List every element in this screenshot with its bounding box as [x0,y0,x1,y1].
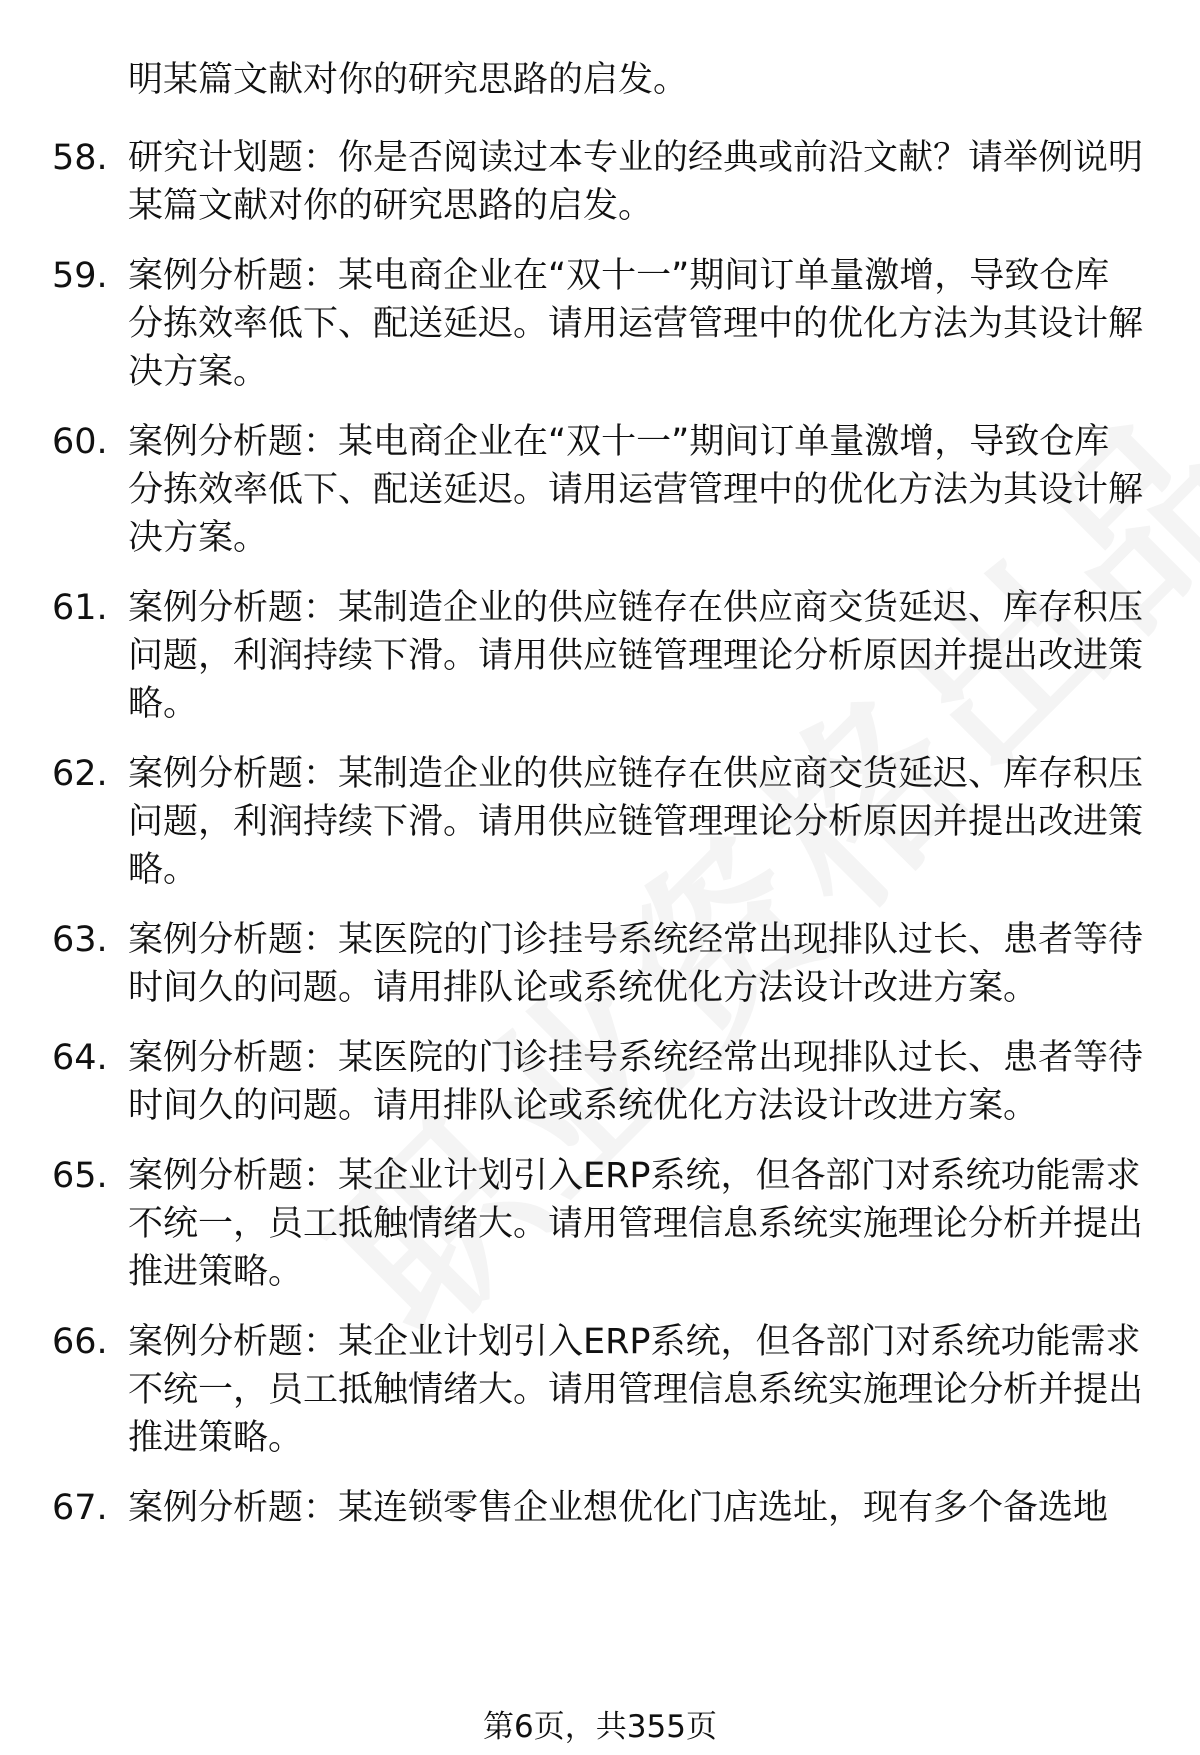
item-number: 64. [52,1038,108,1078]
item-text: 案例分析题：某企业计划引入ERP系统，但各部门对系统功能需求不统一，员工抵触情绪大。请用管理信息系统实施理论分析并提出推进策略。 [128,1156,1144,1292]
item-text: 案例分析题：某企业计划引入ERP系统，但各部门对系统功能需求不统一，员工抵触情绪大。请用管理信息系统实施理论分析并提出推进策略。 [128,1322,1144,1458]
item-number: 65. [52,1156,108,1196]
page-number: 第6页，共355页 [483,1709,717,1745]
continuation-text: 明某篇文献对你的研究思路的启发。 [128,60,689,100]
item-text: 案例分析题：某医院的门诊挂号系统经常出现排队过长、患者等待时间久的问题。请用排队论或系统优化方法设计改进方案。 [128,920,1144,1008]
item-number: 59. [52,256,108,296]
item-number: 63. [52,920,108,960]
item-text: 案例分析题：某连锁零售企业想优化门店选址，现有多个备选地 [128,1488,1109,1528]
item-number: 61. [52,588,108,628]
item-number: 66. [52,1322,108,1362]
item-number: 67. [52,1488,108,1528]
item-number: 62. [52,754,108,794]
item-text: 案例分析题：某制造企业的供应链存在供应商交货延迟、库存积压问题，利润持续下滑。请用供应链管理理论分析原因并提出改进策略。 [128,754,1144,890]
item-text: 案例分析题：某电商企业在“双十一”期间订单量激增，导致仓库分拣效率低下、配送延迟。请用运营管理中的优化方法为其设计解决方案。 [128,256,1144,392]
item-text: 案例分析题：某制造企业的供应链存在供应商交货延迟、库存积压问题，利润持续下滑。请用供应链管理理论分析原因并提出改进策略。 [128,588,1144,724]
item-text: 研究计划题：你是否阅读过本专业的经典或前沿文献？请举例说明某篇文献对你的研究思路的启发。 [128,138,1144,226]
item-number: 58. [52,138,108,178]
item-text: 案例分析题：某电商企业在“双十一”期间订单量激增，导致仓库分拣效率低下、配送延迟。请用运营管理中的优化方法为其设计解决方案。 [128,422,1144,558]
item-text: 案例分析题：某医院的门诊挂号系统经常出现排队过长、患者等待时间久的问题。请用排队论或系统优化方法设计改进方案。 [128,1038,1144,1126]
item-number: 60. [52,422,108,462]
